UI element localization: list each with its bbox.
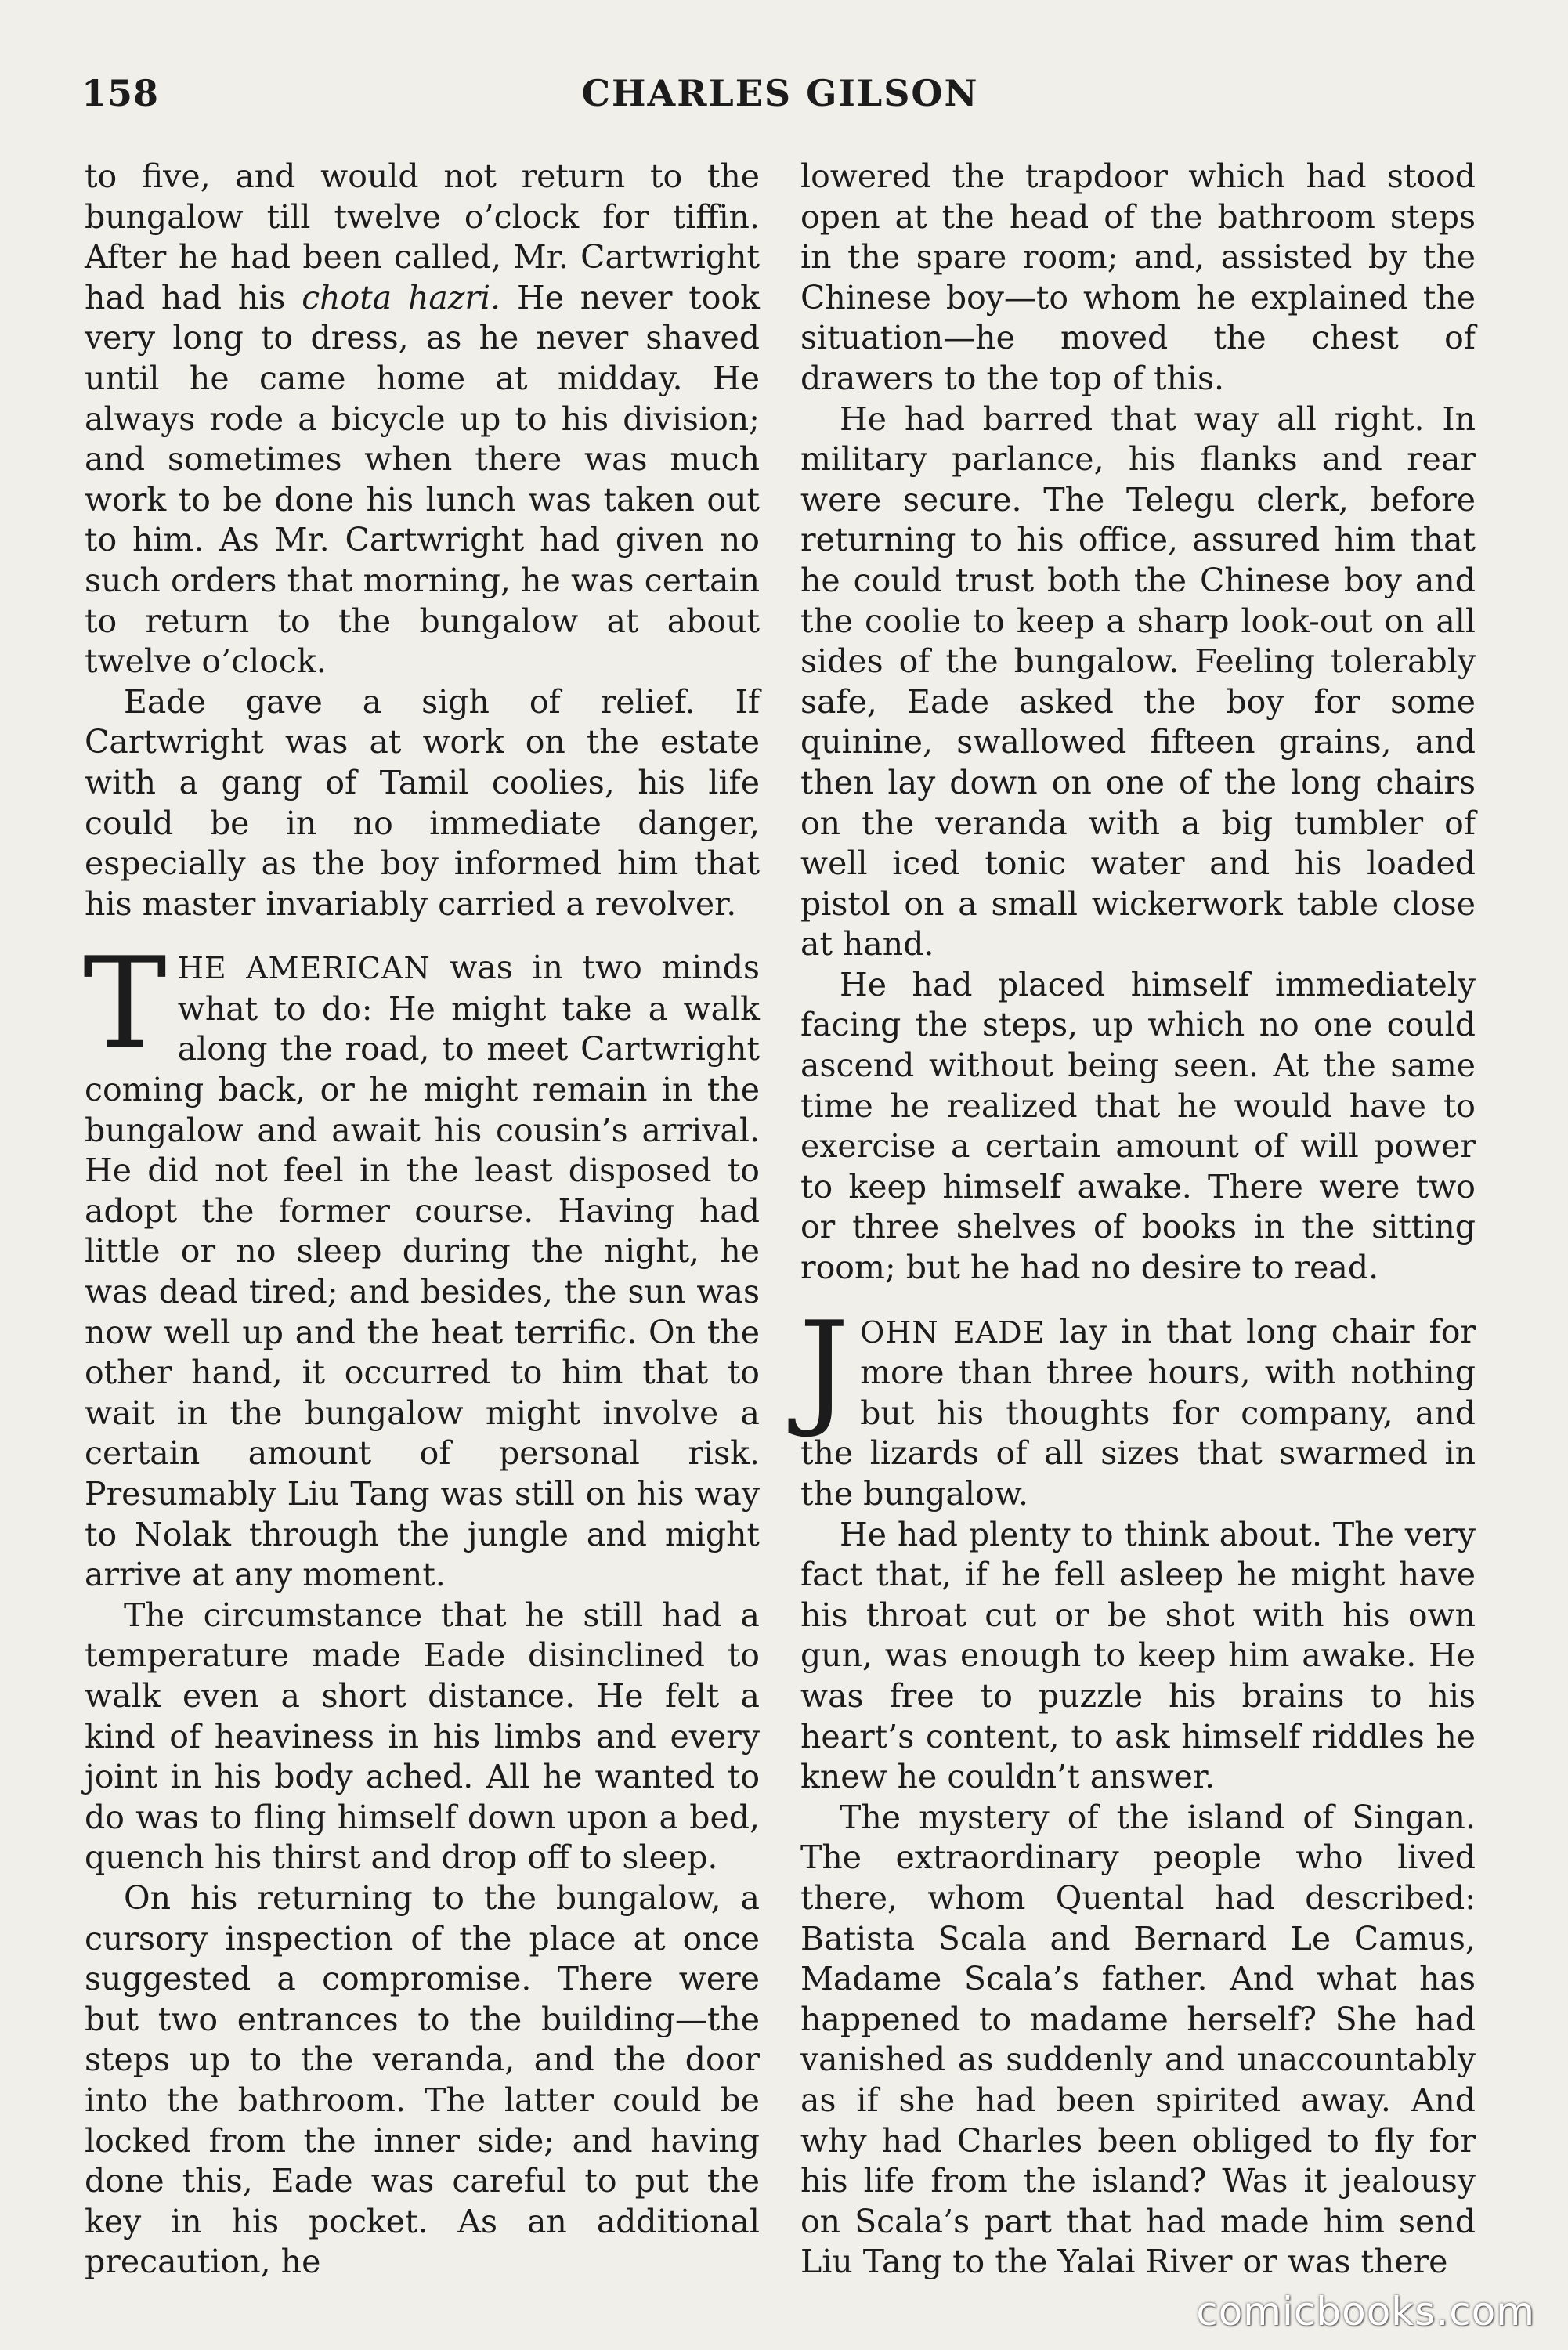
lead-in: OHN EADE bbox=[860, 1314, 1046, 1350]
paragraph: He had barred that way all right. In military parlance, his flanks and rear were secure. The Telegu clerk, before returning to his office, assured him that he could trust both the Chinese boy and the coolie to keep a sharp look-out on all sides of the bungalow. Feeling tolerably safe, Eade asked the boy for some quinine, swallowed fifteen grains, and then lay down on one of the long chairs on the veranda with a big tumbler of well iced tonic water and his loaded pistol on a small wickerwork table close at hand. bbox=[800, 400, 1476, 964]
drop-cap: J bbox=[799, 1293, 850, 1441]
paragraph: He had placed himself immediately facing the steps, up which no one could ascend without being seen. At the same time he realized that he would have to exercise a certain amount of will power to keep himself awake. There were two or three shelves of books in the sitting room; but he had no desire to read. bbox=[800, 965, 1476, 1287]
paragraph: The circumstance that he still had a temperature made Eade disinclined to walk even a short distance. He felt a kind of heaviness in his limbs and every joint in his body ached. All he wanted to do was to fling himself down upon a bed, quench his thirst and drop off to sleep. bbox=[85, 1596, 760, 1877]
paragraph-text: to five, and would not return to the bungalow till twelve o’clock for tiffin. After he had been called, Mr. Cartwright had had his bbox=[85, 157, 760, 316]
paragraph: He had plenty to think about. The very fact that, if he fell asleep he might have his throat cut or be shot with his own gun, was enough to keep him awake. He was free to puzzle his brains to his heart’s content, to ask himself riddles he knew he couldn’t answer. bbox=[800, 1515, 1476, 1796]
left-column bbox=[85, 157, 760, 2283]
lead-in: HE AMERICAN bbox=[177, 951, 431, 986]
paragraph: The mystery of the island of Singan. The extraordinary people who lived there, whom Quental had described: Batista Scala and Bernard Le Camus, Madame Scala’s father. And what has happened to madame herself? She had vanished as suddenly and unaccountably as if she had been spirited away. And why had Charles been obliged to fly for his life from the island? Was it jealousy on Scala’s part that had made him send Liu Tang to the Yalai River or was there bbox=[800, 1798, 1476, 2281]
paragraph: Eade gave a sigh of relief. If Cartwright was at work on the estate with a gang of Tamil coolies, his life could be in no immediate danger, especially as the boy informed him that his master invariably carried a revolver. bbox=[85, 682, 760, 923]
paragraph-text: lay in that long chair for more than three hours, with nothing but his thoughts for company, and the lizards of all sizes that swarmed in the bungalow. bbox=[800, 1312, 1476, 1513]
italic-term: chota hazri. bbox=[302, 278, 501, 316]
paragraph: lowered the trapdoor which had stood open at the head of the bathroom steps in the spare room; and, assisted by the Chinese boy—to whom he explained the situation—he moved the chest of drawers to the top of this. bbox=[800, 157, 1476, 397]
paragraph-text: was in two minds what to do: He might take a walk along the road, to meet Cartwright coming back, or he might remain in the bungalow and await his cousin’s arrival. He did not feel in the least disposed to adopt the former course. Having had little or no sleep during the night, he was dead tired; and besides, the sun was now well up and the heat terrific. On the other hand, it occurred to him that to wait in the bungalow might involve a certain amount of personal risk. Presumably Liu Tang was still on his way to Nolak through the jungle and might arrive at any moment. bbox=[85, 949, 761, 1594]
right-column bbox=[800, 157, 1476, 2283]
paragraph bbox=[85, 157, 760, 682]
paragraph-text: He never took very long to dress, as he never shaved until he came home at midday. He always rode a bicycle up to his division; and sometimes when there was much work to be done his lunch was taken out to him. As Mr. Cartwright had given no such orders that morning, he was certain to return to the bungalow at about twelve o’clock. bbox=[85, 278, 760, 681]
paragraph: On his returning to the bungalow, a cursory inspection of the place at once suggested a compromise. There were but two entrances to the building—the steps up to the veranda, and the door into the bathroom. The latter could be locked from the inner side; and having done this, Eade was careful to put the key in his pocket. As an additional precaution, he bbox=[85, 1878, 760, 2281]
drop-cap: T bbox=[83, 930, 167, 1077]
page-number: 158 bbox=[81, 72, 160, 114]
section-opening-paragraph bbox=[799, 1293, 1476, 1515]
running-head: CHARLES GILSON bbox=[581, 72, 979, 114]
page-header bbox=[81, 72, 1479, 127]
watermark: comicbooks.com bbox=[1196, 2289, 1535, 2334]
section-opening-paragraph bbox=[83, 930, 761, 1596]
